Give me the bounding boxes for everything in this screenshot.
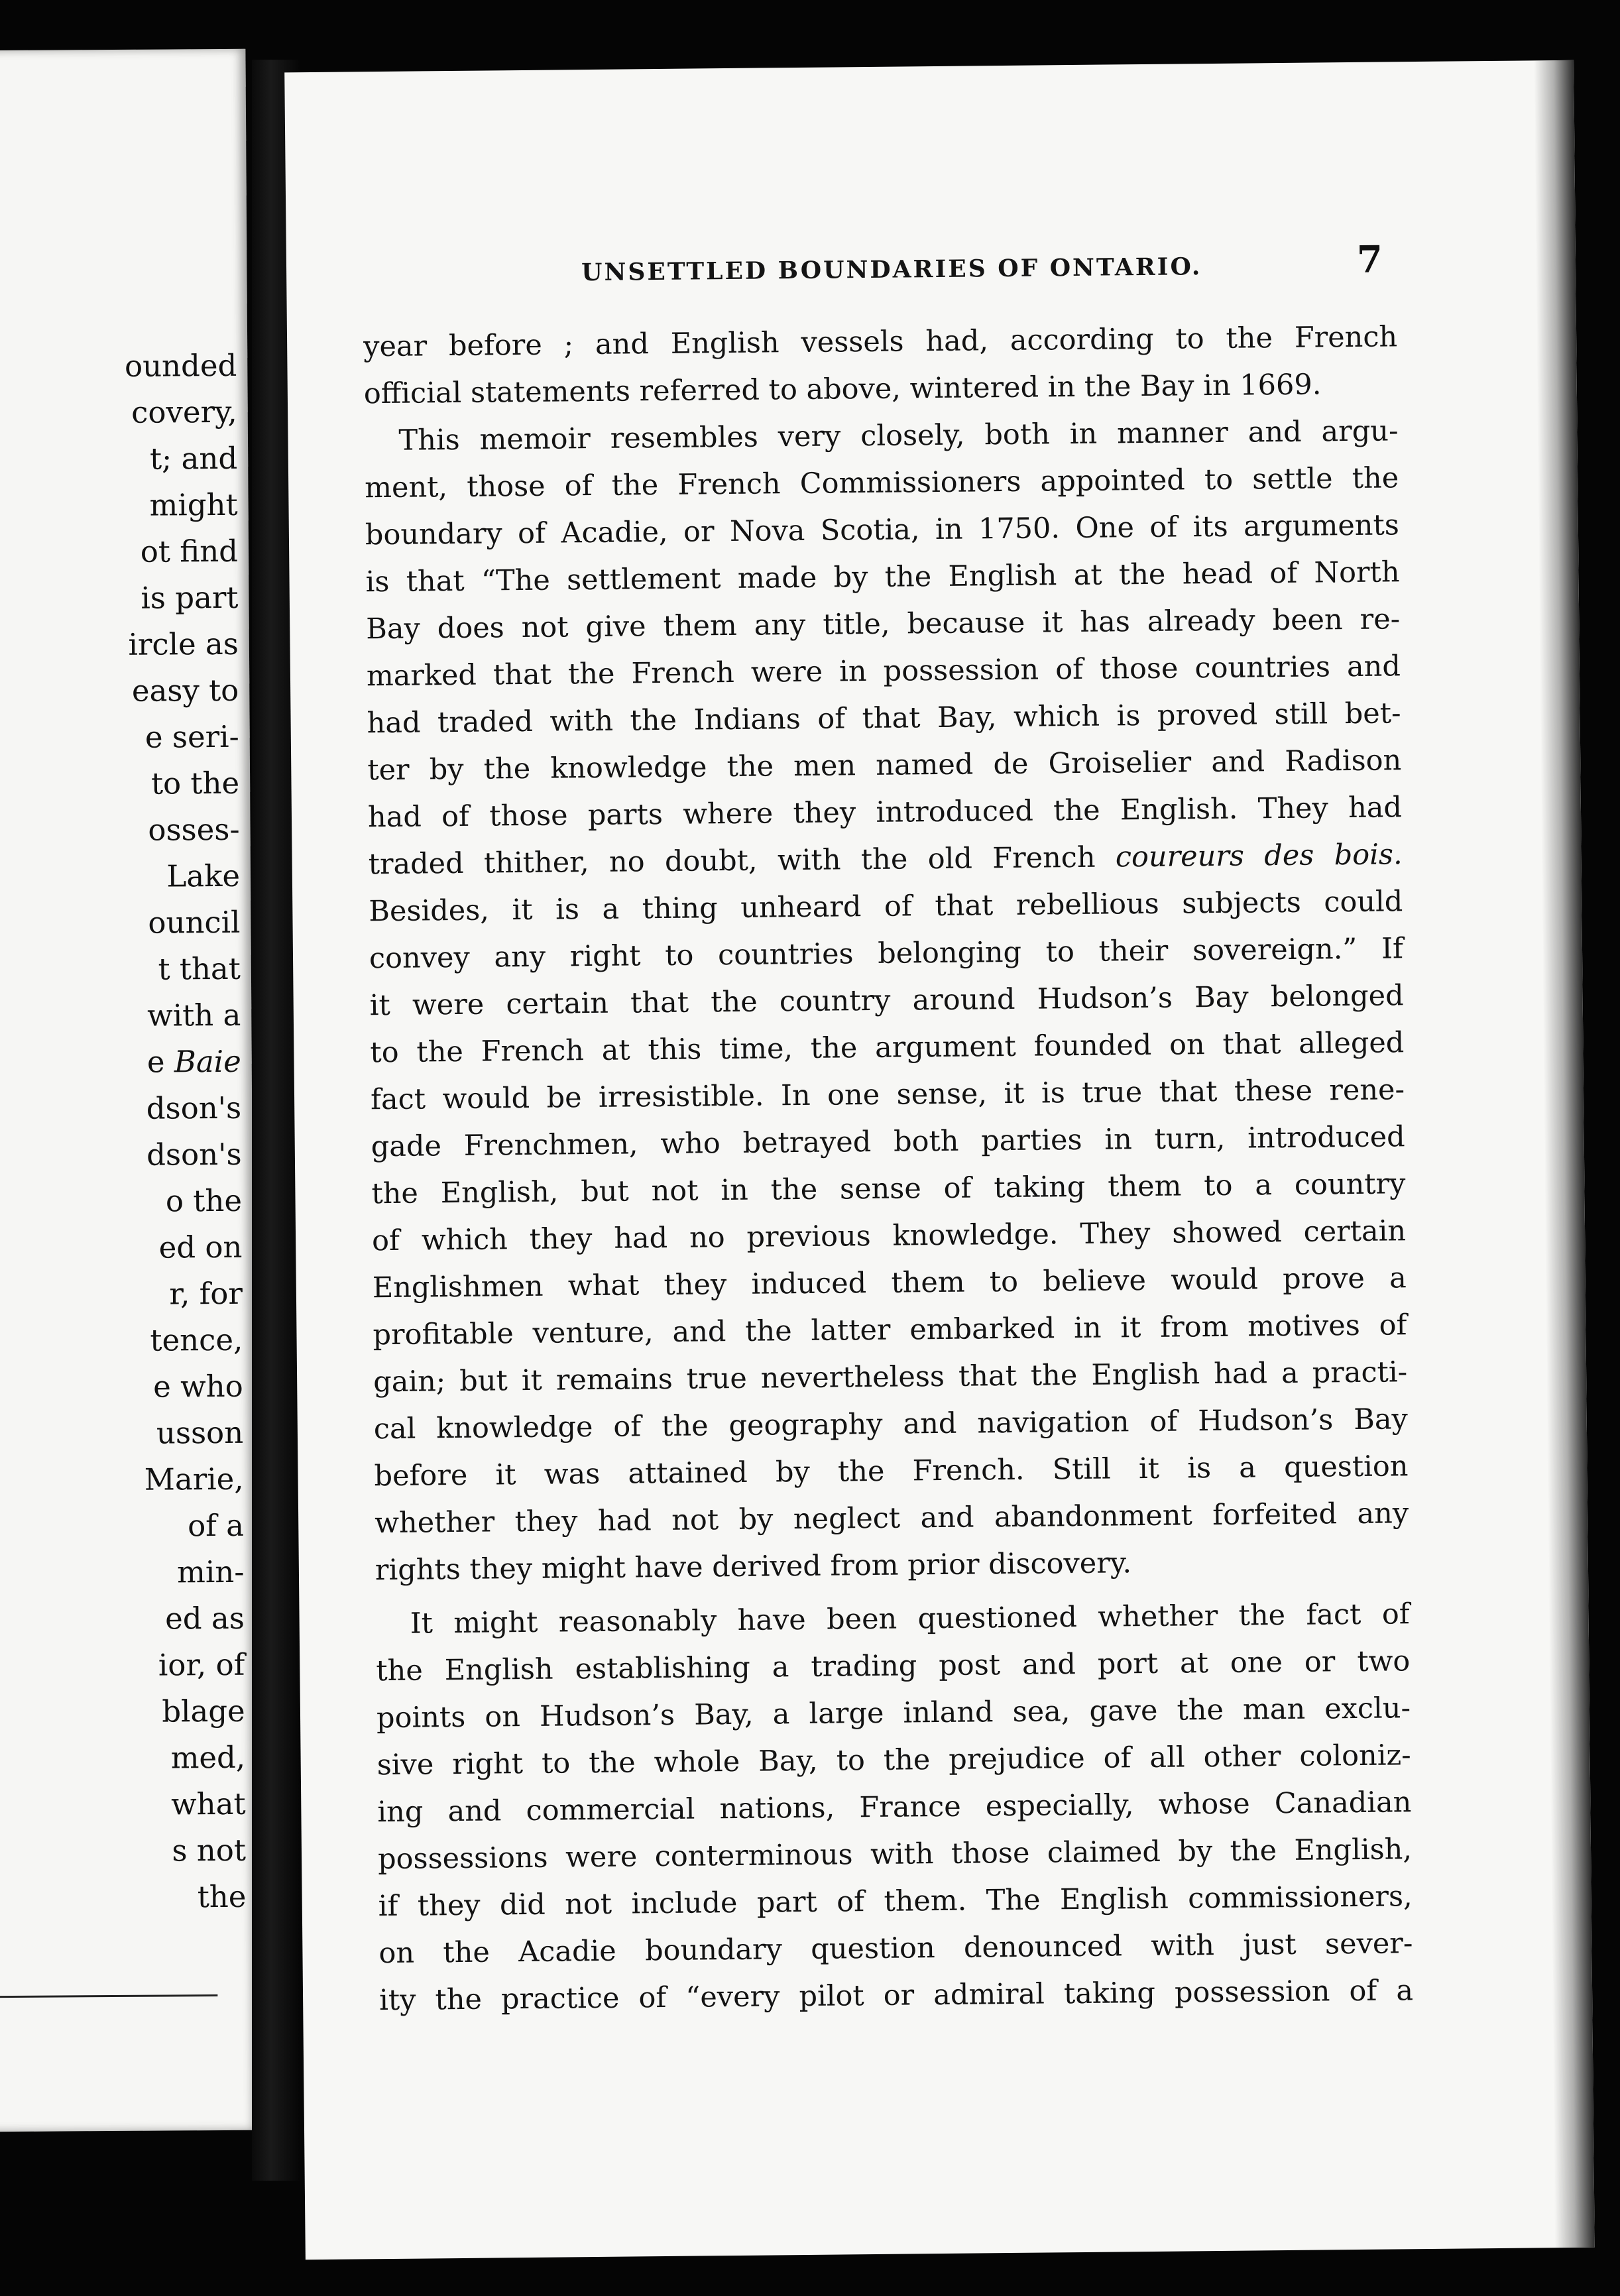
running-title: UNSETTLED BOUNDARIES OF ONTARIO. xyxy=(581,253,1202,287)
text-line: possessions were conterminous with those claimed by the English, xyxy=(377,1833,1413,1876)
text-line: Englishmen what they induced them to believe would prove a xyxy=(372,1261,1407,1305)
text-line-with-italic: traded thither, no doubt, with the old French coureurs des bois. xyxy=(368,838,1403,882)
left-line: min- xyxy=(177,1554,245,1590)
text-line: rights they might have derived from prior discovery. xyxy=(375,1546,1132,1587)
left-line: easy to xyxy=(131,672,239,709)
text-line: gade Frenchmen, who betrayed both parties in turn, introduced xyxy=(371,1120,1405,1164)
text-line: cal knowledge of the geography and navigation of Hudson’s Bay xyxy=(373,1403,1409,1446)
text-line: if they did not include part of them. The English commissioners, xyxy=(378,1880,1413,1923)
page-number: 7 xyxy=(1356,237,1383,282)
left-line: what xyxy=(170,1786,246,1822)
text-line: before it was attained by the French. Still it is a question xyxy=(374,1450,1409,1493)
text-line: fact would be irresistible. In one sense, it is true that these rene- xyxy=(370,1073,1405,1117)
left-line: ircle as xyxy=(128,626,239,662)
left-line: Lake xyxy=(166,858,241,894)
left-line: osses- xyxy=(148,811,240,848)
text-line: it were certain that the country around Hudson’s Bay belonged xyxy=(369,979,1404,1023)
left-line: to the xyxy=(150,765,240,801)
left-line: of a xyxy=(187,1507,245,1544)
page-edge-shadow xyxy=(1534,60,1595,2248)
text-line: marked that the French were in possession of those countries and xyxy=(366,650,1401,693)
body-text xyxy=(363,314,1414,2024)
text-line: sive right to the whole Bay, to the prejudice of all other coloniz- xyxy=(376,1739,1411,1782)
left-line: e Baie xyxy=(146,1043,241,1080)
text-line: whether they had not by neglect and abandonment forfeited any xyxy=(374,1497,1409,1540)
left-page-fragment xyxy=(0,49,259,2132)
left-line: o the xyxy=(165,1182,243,1219)
left-line: ot find xyxy=(140,533,239,569)
left-line: s not xyxy=(172,1832,247,1868)
text-line: boundary of Acadie, or Nova Scotia, in 1750. One of its arguments xyxy=(365,508,1400,552)
footnote-rule xyxy=(0,1994,217,1998)
text-line: official statements referred to above, wintered in the Bay in 1669. xyxy=(363,368,1322,411)
text-line: on the Acadie boundary question denounced with just sever- xyxy=(378,1927,1413,1971)
right-page xyxy=(284,60,1595,2260)
left-line: Marie, xyxy=(144,1461,244,1497)
text-line: had traded with the Indians of that Bay, which is proved still bet- xyxy=(367,697,1401,740)
text-line: This memoir resembles very closely, both in manner and argu- xyxy=(398,414,1399,457)
left-line: is part xyxy=(141,579,239,616)
text-line: ity the practice of “every pilot or admiral taking possession of a xyxy=(378,1974,1414,2018)
text-line: had of those parts where they introduced the English. They had xyxy=(367,791,1403,834)
left-line: might xyxy=(149,487,238,523)
left-line: blage xyxy=(162,1693,245,1729)
text-line: ter by the knowledge the men named de Groiselier and Radison xyxy=(367,744,1402,787)
left-line: tence, xyxy=(150,1322,243,1358)
text-line: of which they had no previous knowledge. They showed certain xyxy=(371,1214,1407,1258)
text-line: year before ; and English vessels had, according to the French xyxy=(363,320,1398,364)
text-line: Bay does not give them any title, because it has already been re- xyxy=(366,603,1401,646)
left-line: ounded xyxy=(124,347,237,384)
left-line: med, xyxy=(170,1739,246,1776)
left-line: e who xyxy=(153,1368,243,1405)
text-line: the English establishing a trading post and port at one or two xyxy=(376,1644,1411,1688)
left-line: ed as xyxy=(165,1600,245,1636)
left-line: ed on xyxy=(158,1229,243,1265)
left-line: ior, of xyxy=(158,1646,245,1683)
left-line: t that xyxy=(158,950,241,987)
text-line: ing and commercial nations, France especially, whose Canadian xyxy=(377,1786,1412,1829)
left-line: dson's xyxy=(146,1090,242,1126)
left-line: covery, xyxy=(131,394,237,430)
left-line: dson's xyxy=(146,1136,242,1173)
text-line: convey any right to countries belonging to their sovereign.” If xyxy=(369,932,1404,976)
left-line: with a xyxy=(147,997,241,1033)
text-line: to the French at this time, the argument founded on that alleged xyxy=(370,1026,1405,1070)
left-line: r, for xyxy=(169,1275,243,1312)
text-line: points on Hudson’s Bay, a large inland sea, gave the man exclu- xyxy=(376,1692,1411,1735)
text-line: It might reasonably have been questioned whether the fact of xyxy=(410,1597,1410,1640)
text-line: profitable venture, and the latter embarked in it from motives of xyxy=(373,1308,1407,1352)
text-line: is that “The settlement made by the English at the head of North xyxy=(365,555,1400,599)
text-line: Besides, it is a thing unheard of that rebellious subjects could xyxy=(369,885,1403,929)
left-line: ouncil xyxy=(148,904,241,941)
text-line: ment, those of the French Commissioners appointed to settle the xyxy=(364,461,1399,505)
left-line: the xyxy=(197,1878,247,1915)
left-line: usson xyxy=(156,1414,244,1451)
text-line: gain; but it remains true nevertheless that the English had a practi- xyxy=(373,1355,1408,1399)
left-line: t; and xyxy=(149,440,238,477)
left-line: e seri- xyxy=(145,718,239,755)
text-line: the English, but not in the sense of taking them to a country xyxy=(371,1167,1406,1211)
